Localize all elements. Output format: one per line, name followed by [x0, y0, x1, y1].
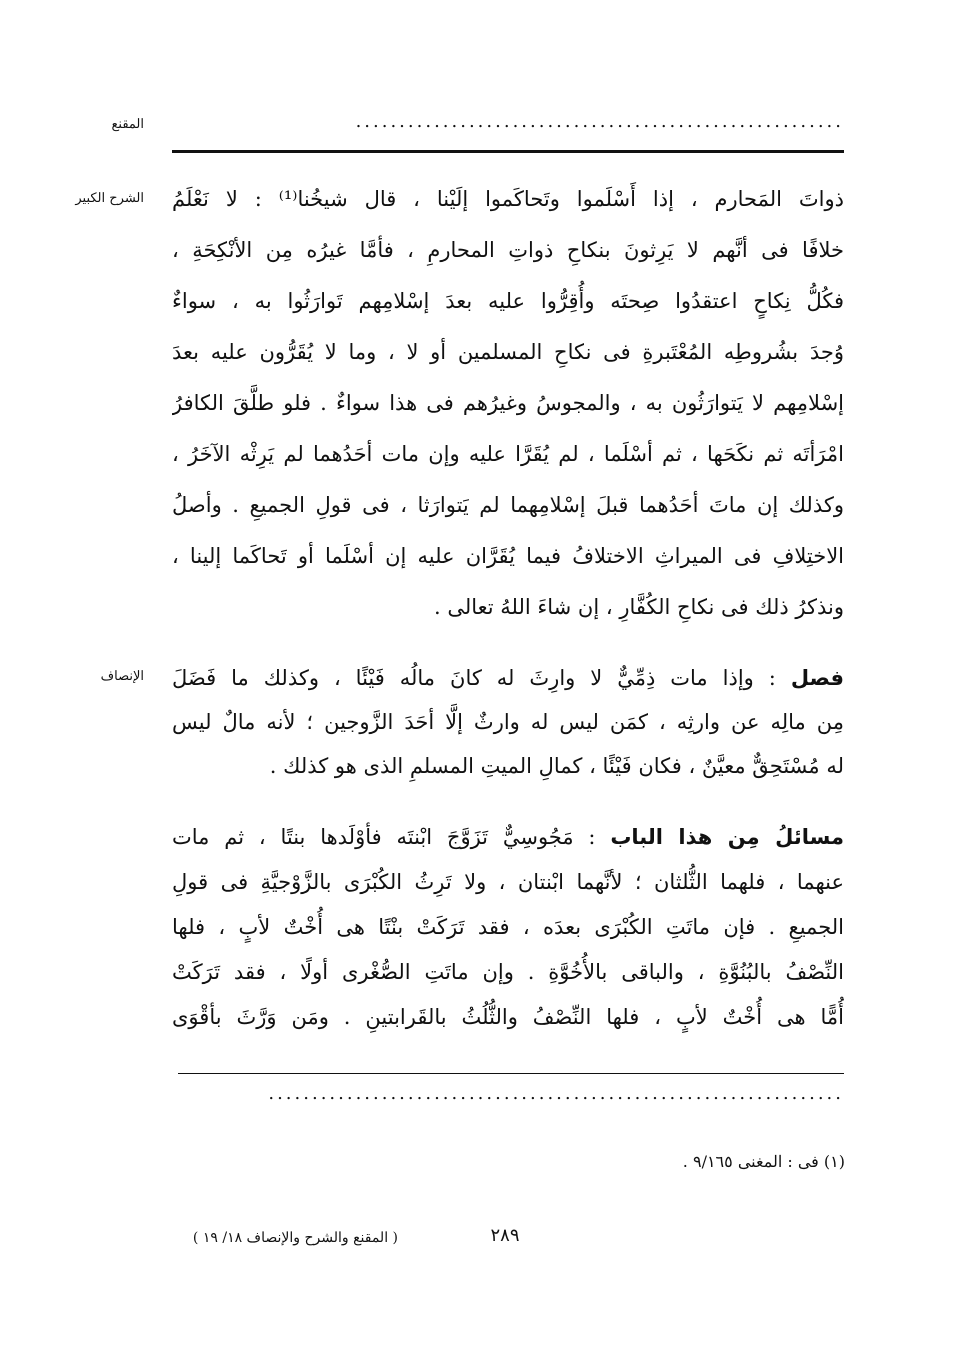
running-title: المقنع	[111, 117, 144, 132]
insaf-first-line	[172, 656, 844, 700]
insaf-first-line-text: : وإذا مات ذِمِّيٌّ لا وارِثَ له كانَ مالُه فَيْئًا ، وكذلك ما فَضَلَ	[172, 666, 791, 690]
page-number: ٢٨٩	[490, 1225, 520, 1246]
margin-label-insaf: الإنصاف	[100, 669, 144, 684]
masail-first-line	[172, 815, 844, 860]
sharh-line: فكُلُّ نِكاحٍ اعتقدُوا صِحتَه وأُقِرُّوا عليه بعدَ إسْلامِهم تَوارَثُوا به ، سواءٌ	[172, 289, 844, 313]
sharh-line: وُجدَ بشُروطِه المُعْتَبرةِ فى نكاحِ المسلمين أو لا ، وما لا يُقَرُّون عليه بعدَ	[172, 340, 844, 364]
insaf-section-block	[172, 656, 844, 788]
section-heading-masail: مسائلُ مِن هذا الباب	[610, 825, 844, 849]
masail-line: الجميعِ . فإن ماتَتِ الكُبْرَى بعدَه ، فقد تَرَكَتْ بنْتًا هى أُخْتٌ لأبٍ ، فلها	[172, 915, 844, 939]
footnote: (١) فى : المغنى ٩/١٦٥ .	[682, 1152, 845, 1171]
sharh-line: ونذكرُ ذلك فى نكاحِ الكُفَّارِ ، إن شاءَ اللهُ تعالى .	[433, 595, 844, 619]
masail-section-block	[172, 815, 844, 1040]
masail-first-line-text: : مَجُوسِيٌّ تَزَوَّجَ ابْنتَه فأوْلَدها بنتًا ، ثم مات	[172, 825, 611, 849]
insaf-line: مِن مالِه عن وارثِه ، كمَن ليس له وارثٌ إلَّا أحَدَ الزَّوجين ؛ لأنه مالٌ ليس	[172, 710, 844, 734]
sharh-commentary-block	[172, 174, 844, 633]
sharh-line: امْرَأتَه ثم نكَحَها ، ثم أسْلَما ، لم يُقَرَّا عليه وإن مات أحَدُهما لم يَرِثْه الآخَرُ ،	[172, 442, 844, 466]
sharh-line: وكذلك إن ماتَ أحَدُهما قبلَ إسْلامِهما لم يَتوارَثا ، فى قولِ الجميعِ . وأصلُ	[172, 493, 844, 517]
masail-line: أُمًّا هى أُخْتٌ لأبٍ ، فلها النِّصْفُ والثُّلُثُ بالقَرابتينِ . ومَن وَرَّثَ بأقْوَى	[172, 1005, 844, 1029]
header-dotted-line: ........................................................	[355, 112, 844, 132]
sharh-line: إسْلامِهم لا يَتوارَثُون به ، والمجوسُ وغيرُهم فى هذا سواءٌ . فلو طلَّقَ الكافرُ	[172, 391, 844, 415]
sharh-line: خلافًا فى أنَّهم لا يَرِثونَ بنكاحِ ذواتِ المحارمِ ، فأمَّا غيرُه مِن الأنْكِحَةِ ،	[172, 238, 844, 262]
margin-label-sharh: الشرح الكبير	[75, 191, 144, 206]
masail-line: عنهما ، فلهما الثُّلثان ؛ لأنَّهما ابْنتان ، ولا تَرِثُ الكُبْرَى بالزَّوْجيَّةِ فى قولِ	[172, 870, 844, 894]
header-rule	[172, 150, 844, 153]
sharh-line: ذواتَ المَحارم ، إذا أَسْلَموا وتَحاكَموا إلَيْنا ، قال شيخُنا⁽¹⁾ : لا نَعْلَمُ	[172, 187, 844, 211]
section-heading-fasl: فصل	[790, 666, 844, 690]
masail-line: النِّصْفُ بالبُنُوَّةِ ، والباقى بالأُخُوَّةِ . وإن ماتَتِ الصُّغْرى أولًا ، فقد تَرَكَتْ	[172, 960, 844, 984]
volume-reference: ( المقنع والشرح والإنصاف ١٨/ ١٩ )	[192, 1230, 398, 1246]
footer-dotted-line: ..................................................................	[268, 1084, 844, 1104]
insaf-line: له مُسْتَحِقٌّ معيَّنٌ ، فكان فَيْئًا ، كمالِ الميتِ المسلمِ الذى هو كذلك .	[269, 754, 844, 778]
footer-rule	[178, 1073, 844, 1074]
sharh-line: الاختِلافِ فى الميراثِ الاختلافُ فيما يُقَرَّان عليه إن أسْلَما أو تَحاكَما إلينا ،	[172, 544, 844, 568]
